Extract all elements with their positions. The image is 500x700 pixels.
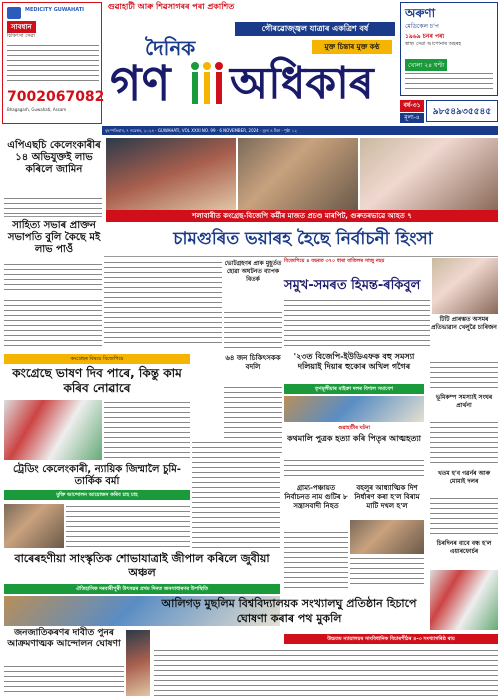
story-body: [284, 298, 430, 350]
phone-box: ৯৮৫৪৯৩৫৫৪৫: [426, 100, 498, 122]
story-photo: [4, 504, 64, 548]
story-body: [430, 420, 498, 464]
masthead-right-ad: [400, 2, 498, 96]
right-ad-body: [405, 71, 493, 93]
ad-tag: সাবধান: [7, 21, 36, 33]
lead-photo-3: [360, 138, 498, 210]
ad-address: Bhagagarh, Guwahati, Assam: [7, 107, 67, 112]
story-body: [104, 400, 190, 460]
story-photo: [284, 396, 424, 422]
year-volume-box: বৰ্ষ-৩১: [400, 100, 424, 112]
story-kicker: গুৱাহাটীৰ ঘটনা: [338, 425, 370, 431]
story-head[interactable]: '২৩ত বিজেপি-ইউডিএফক বহু সমস্যা দলিয়াই দিয়াৰ হুকোৰ অখিল গগৈৰ: [293, 352, 415, 371]
story-head[interactable]: ভূমিকম্প সমস্যাই সংঘৰ প্ৰাৰ্থনা: [435, 394, 493, 409]
story-head[interactable]: খতম হ'ব গৱৰ্নৰ আৰু মোমাই দলৰ: [437, 470, 491, 485]
story-head[interactable]: জনজাতিকৰণৰ দাবীত পুনৰ আক্ৰমণাত্মক আন্দোলন ঘোষণা: [7, 628, 121, 649]
story-photo: [432, 258, 498, 314]
story-head[interactable]: টিটি প্ৰাৰম্ভত অসমৰ প্ৰতিভাৱান খেলুৱৈ চাৰিজন: [431, 316, 497, 331]
price-box: মূল্য-৪: [400, 113, 424, 123]
lead-photo-2: [238, 138, 358, 210]
ad-body: [7, 43, 99, 83]
right-ad-line2: স্বাস্থ্য সেৱা আপোনাৰ অহৰহ: [405, 41, 462, 47]
slogan-box: মুক্ত চিন্তাৰ মুক্ত কণ্ঠ: [312, 40, 392, 54]
story-photo: [430, 570, 498, 630]
story-body: [154, 648, 498, 696]
lead-photo-1: [106, 138, 236, 210]
right-ad-line: ১৯৬৯ চনৰ পৰা: [405, 33, 445, 40]
ad-line: চিকিৎসা সেৱা: [7, 33, 35, 39]
story-bar: মুক্তি আন্দোলন আয়োজন কৰিব চাহ চাহ: [4, 490, 190, 500]
right-ad-sub: মেডিকেল চ'প: [405, 23, 439, 30]
story-body: [66, 504, 190, 548]
right-ad-hours: খোলা ২৪ ঘণ্টা: [405, 59, 447, 72]
hospital-logo: [7, 7, 21, 19]
right-ad-title: অৰুণা: [405, 6, 436, 20]
story-head[interactable]: সমুখ-সমৰত হিমন্ত-ৰকিবুল: [284, 278, 421, 293]
story-body: [284, 458, 424, 480]
masthead-left-ad: [2, 2, 105, 124]
story-photo: [350, 520, 424, 554]
story-photo: [4, 400, 102, 460]
story-body: [284, 530, 348, 588]
story-head[interactable]: এপিএছচি কেলেংকাৰীৰ ১৪ অভিযুক্তই লাভ কৰিলে জামিন: [7, 140, 101, 175]
story-head[interactable]: বাৰেৰহণীয়া সাংস্কৃতিক শোভাযাত্ৰাই জীপাল কৰিলে জুবীয়া অঞ্চল: [14, 552, 270, 579]
masthead-tagline: গুৱাহাটী আৰু শিৱসাগৰৰ পৰা প্ৰকাশিত: [107, 2, 235, 11]
story-head[interactable]: গ্ৰাম্য-পঞ্চায়ত নিৰ্বাচনত নাম গুটিৰ ৮ সন্ত্ৰাসবাদী নিহত: [284, 484, 348, 510]
story-body: [4, 196, 102, 214]
main-headline[interactable]: চামগুৰিত ভয়াৰহ হৈছে নিৰ্বাচনী হিংসা: [173, 229, 433, 249]
story-kicker: বিজেপিয়ে ৪ বছৰত ৩৭০ ধাৰা বাতিলৰ সাজু নহয়: [284, 258, 385, 264]
lead-photo-caption: শলাবাৰীত কংগ্ৰেছ-বিজেপি কৰ্মীৰ মাজত প্ৰচণ্ড মাৰপিট, গুৰুতৰভাৱে আহত ৭: [106, 210, 498, 222]
story-head[interactable]: ৬৪ জন চিকিৎসকক বদলি: [225, 354, 281, 371]
story-head[interactable]: চিৰদিনৰ বাবে বন্ধ হ'ল এয়াৰফোৰ্চৰ: [436, 540, 492, 555]
story-body: [430, 360, 498, 390]
story-kicker: কংগ্ৰেছৰ বিষয়ে বিজেপিয়ে: [4, 354, 190, 364]
story-body: [224, 310, 282, 350]
story-head[interactable]: সাহিত্য সভাৰ প্ৰাক্তন সভাপতি বুলি কৈছে মই লাভ পাওঁ: [7, 220, 101, 255]
story-head[interactable]: কথমালি পুত্ৰক হত্যা কৰি পিতৃৰ আত্মহত্যা: [287, 434, 421, 443]
story-body: [4, 664, 124, 696]
year-banner: গৌৰৱোজ্জ্বল যাত্ৰাৰ একত্ৰিশ বৰ্ষ: [235, 22, 395, 36]
ad-phone: 7002067082: [7, 89, 105, 105]
story-bar: তৃণমূলীয়াৰ মাইক্ৰা দলৰ বিশাল সমাবেশ: [284, 384, 424, 394]
story-body: [430, 496, 498, 536]
story-head[interactable]: ভোটগ্ৰহণৰ প্ৰাক মুহূৰ্তত হোৱা অঘটনত ব্যাপক বিতৰ্ক: [224, 260, 282, 283]
dateline: বৃহস্পতিবাৰ, ৭ নৱেম্বৰ, ২০২৪ · GUWAHATI, VOL XXXI NO. 99 · 6 NOVEMBER, 2024 · মূল্য ৪ টকা · পৃষ্ঠা ১২: [102, 126, 498, 135]
masthead-emblem: [188, 62, 226, 108]
aligarh-headline[interactable]: আলিগড় মুছলিম বিশ্ববিদ্যালয়ক সংখ্যালঘু প্ৰতিষ্ঠান হিচাপে ঘোষণা কৰাৰ পথ মুকলি: [161, 597, 417, 625]
story-body: [350, 556, 424, 588]
story-head[interactable]: ট্ৰেডিং কেলেংকাৰী, ন্যায়িক জিম্মালৈ চুমি-তাৰ্কিক বৰ্মা: [13, 464, 181, 487]
story-body: [192, 440, 280, 548]
story-body: [4, 262, 102, 292]
story-head[interactable]: বহলুৰ আধ্যাত্মিক দিশ নিৰ্ধাৰণ কৰা হ'ল বিৰাম মাটি দখল হ'ল: [354, 484, 420, 510]
aligarh-kicker: উচ্চতম ন্যায়ালয়ৰ সাংবিধানিক বিচাৰপীঠৰ ৪-৩ সংখ্যাগৰিষ্ঠ ৰায়: [284, 634, 498, 644]
ad-hospital-name: MEDICITY GUWAHATI: [25, 7, 84, 13]
story-subbar: ঐতিহাসিক দৰবাৰীপুৰী উৎসৱৰ প্ৰথম দিনত জনসাধাৰণৰ উপস্থিতি: [4, 584, 280, 594]
masthead-title-right: অধিকাৰ: [230, 58, 374, 109]
story-body: [104, 260, 222, 344]
story-photo: [126, 630, 150, 696]
daily-label: দৈনিক: [145, 36, 196, 60]
masthead-title-left: গণ: [110, 56, 171, 112]
story-head[interactable]: কংগ্ৰেছে ভাষণ দিব পাৰে, কিন্তু কাম কৰিব নোৱাৰে: [12, 366, 182, 395]
story-body: [4, 298, 102, 350]
